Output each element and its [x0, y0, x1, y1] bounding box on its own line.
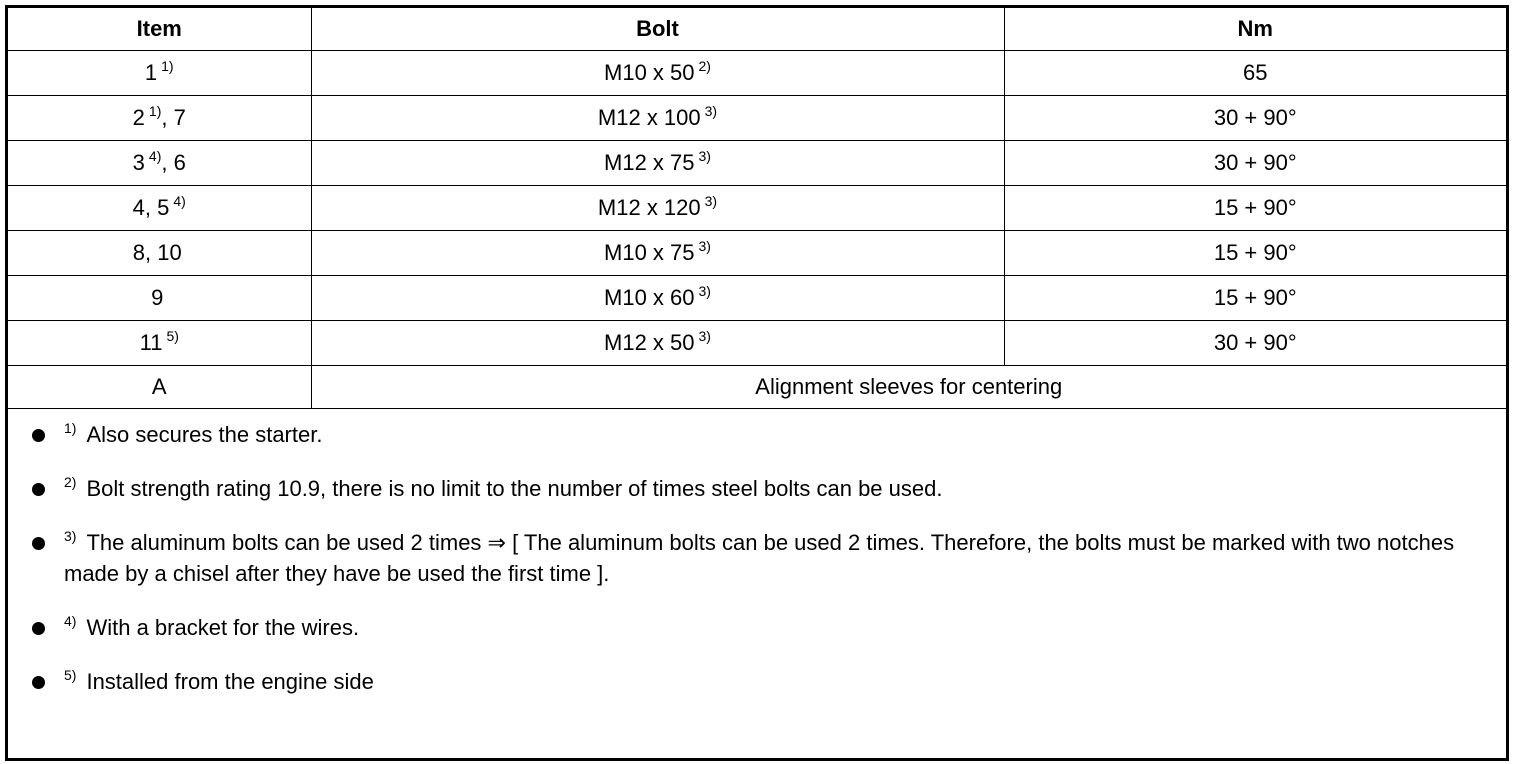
table-header-row	[8, 8, 1506, 51]
item-number: 11	[139, 330, 163, 355]
header-bolt: Bolt	[311, 8, 1004, 51]
table-row	[8, 231, 1506, 276]
footnote-ref: 4)	[173, 193, 186, 209]
table-row	[8, 186, 1506, 231]
table-row-alignment	[8, 366, 1506, 409]
bullet-icon	[32, 537, 45, 550]
item-suffix: , 7	[161, 105, 186, 130]
footnote-ref: 3)	[698, 283, 711, 299]
cell-bolt	[311, 276, 1004, 321]
footnote-text: Bolt strength rating 10.9, there is no limit to the number of times steel bolts can be used.	[86, 476, 943, 501]
cell-bolt	[311, 321, 1004, 366]
cell-nm: 15 + 90°	[1004, 276, 1506, 321]
cell-nm: 15 + 90°	[1004, 231, 1506, 276]
footnotes-list	[8, 409, 1506, 697]
footnote-text: Also secures the starter.	[86, 422, 323, 447]
bolt-size: M12 x 50	[604, 330, 695, 355]
footnote-ref: 2)	[698, 58, 711, 74]
bullet-icon	[32, 483, 45, 496]
footnote-ref: 1)	[148, 103, 162, 119]
cell-description: Alignment sleeves for centering	[311, 366, 1506, 409]
cell-nm: 30 + 90°	[1004, 96, 1506, 141]
footnote-ref: 1)	[161, 58, 174, 74]
document-frame	[5, 5, 1509, 761]
item-number: 8, 10	[132, 240, 182, 265]
header-item: Item	[8, 8, 311, 51]
torque-spec-table	[8, 8, 1506, 409]
cell-item: A	[8, 366, 311, 409]
header-nm: Nm	[1004, 8, 1506, 51]
cell-item	[8, 141, 311, 186]
cell-item	[8, 231, 311, 276]
footnote-item	[30, 666, 1476, 697]
bolt-size: M10 x 75	[604, 240, 695, 265]
bolt-size: M12 x 120	[597, 195, 701, 220]
cell-nm: 30 + 90°	[1004, 141, 1506, 186]
bullet-icon	[32, 622, 45, 635]
bolt-size: M12 x 100	[597, 105, 701, 130]
footnote-item	[30, 419, 1476, 450]
footnote-ref: 3)	[698, 328, 711, 344]
footnote-ref: 4)	[148, 148, 162, 164]
footnote-ref: 3)	[704, 193, 718, 209]
item-number: 1	[144, 60, 158, 85]
bolt-size: M10 x 50	[604, 60, 695, 85]
item-suffix: , 6	[161, 150, 186, 175]
cell-bolt	[311, 51, 1004, 96]
cell-item	[8, 51, 311, 96]
cell-bolt	[311, 96, 1004, 141]
table-row	[8, 96, 1506, 141]
cell-item	[8, 321, 311, 366]
footnote-item	[30, 612, 1476, 643]
footnote-text: With a bracket for the wires.	[86, 615, 360, 640]
cell-nm: 30 + 90°	[1004, 321, 1506, 366]
table-row	[8, 141, 1506, 186]
footnote-text: Installed from the engine side	[86, 669, 374, 694]
footnote-marker: 2)	[64, 474, 77, 490]
footnote-text: The aluminum bolts can be used 2 times ⇒ [ The aluminum bolts can be used 2 times. Therefore, the bolts must be marked with two notches made by a chisel after they have be used the first time ].	[64, 530, 1455, 586]
footnote-ref: 3)	[704, 103, 718, 119]
footnote-ref: 3)	[698, 238, 711, 254]
cell-bolt	[311, 186, 1004, 231]
cell-nm: 65	[1004, 51, 1506, 96]
footnote-marker: 3)	[64, 528, 77, 544]
bullet-icon	[32, 429, 45, 442]
footnote-marker: 4)	[64, 613, 77, 629]
cell-nm: 15 + 90°	[1004, 186, 1506, 231]
bullet-icon	[32, 676, 45, 689]
footnote-marker: 5)	[64, 667, 77, 683]
table-row	[8, 321, 1506, 366]
bolt-size: M10 x 60	[604, 285, 695, 310]
bolt-size: M12 x 75	[604, 150, 695, 175]
cell-item	[8, 186, 311, 231]
footnote-item	[30, 527, 1476, 589]
cell-item	[8, 96, 311, 141]
item-number: 4, 5	[132, 195, 170, 220]
cell-item	[8, 276, 311, 321]
table-row	[8, 51, 1506, 96]
footnote-item	[30, 473, 1476, 504]
footnote-ref: 3)	[698, 148, 711, 164]
item-number: 3	[132, 150, 145, 175]
table-row	[8, 276, 1506, 321]
item-number: 9	[151, 285, 164, 310]
footnote-ref: 5)	[166, 328, 179, 344]
cell-bolt	[311, 141, 1004, 186]
item-number: 2	[132, 105, 145, 130]
cell-bolt	[311, 231, 1004, 276]
footnote-marker: 1)	[64, 420, 77, 436]
